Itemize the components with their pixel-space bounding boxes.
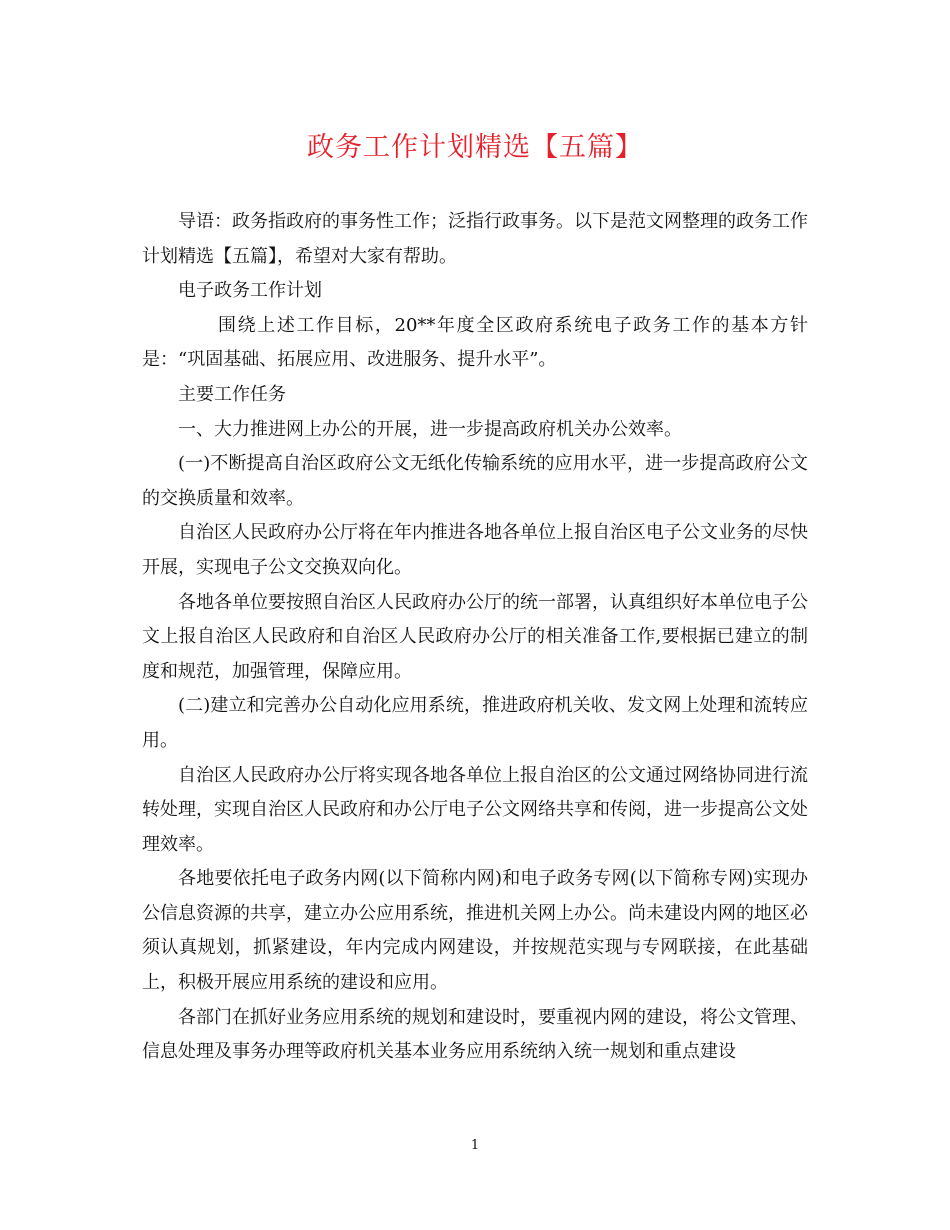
- paragraph: (二)建立和完善办公自动化应用系统，推进政府机关收、发文网上处理和流转应用。: [142, 695, 808, 751]
- paragraph: 各地要依托电子政务内网(以下简称内网)和电子政务专网(以下简称专网)实现办公信息资源的共享，建立办公应用系统，推进机关网上办公。尚未建设内网的地区必须认真规划，抓紧建设，年内完成内网建设，并按规范实现与专网联接，在此基础上，积极开展应用系统的建设和应用。: [142, 868, 808, 994]
- paragraph: 各地各单位要按照自治区人民政府办公厅的统一部署，认真组织好本单位电子公文上报自治区人民政府和自治区人民政府办公厅的相关准备工作,要根据已建立的制度和规范，加强管理，保障应用。: [142, 591, 808, 682]
- document-title: 政务工作计划精选【五篇】: [307, 132, 643, 163]
- paragraph: 围绕上述工作目标，20**年度全区政府系统电子政务工作的基本方针是：“巩固基础、拓展应用、改进服务、提升水平”。: [142, 314, 808, 371]
- paragraph: (一)不断提高自治区政府公文无纸化传输系统的应用水平，进一步提高政府公文的交换质量和效率。: [142, 453, 808, 509]
- paragraph-intro: 导语：政务指政府的事务性工作；泛指行政事务。以下是范文网整理的政务工作计划精选【五篇】，希望对大家有帮助。: [142, 211, 808, 267]
- paragraph: 自治区人民政府办公厅将实现各地各单位上报自治区的公文通过网络协同进行流转处理，实现自治区人民政府和办公厅电子公文网络共享和传阅，进一步提高公文处理效率。: [142, 764, 808, 855]
- section-heading: 电子政务工作计划: [178, 280, 322, 302]
- paragraph: 各部门在抓好业务应用系统的规划和建设时，要重视内网的建设，将公文管理、信息处理及事务办理等政府机关基本业务应用系统纳入统一规划和重点建设: [142, 1006, 808, 1063]
- page-number: 1: [470, 1138, 480, 1153]
- document-body: [142, 205, 808, 1070]
- paragraph: 自治区人民政府办公厅将在年内推进各地各单位上报自治区电子公文业务的尽快开展，实现电子公文交换双向化。: [142, 522, 808, 578]
- section-heading: 主要工作任务: [178, 383, 286, 405]
- paragraph: 一、大力推进网上办公的开展，进一步提高政府机关办公效率。: [178, 418, 682, 440]
